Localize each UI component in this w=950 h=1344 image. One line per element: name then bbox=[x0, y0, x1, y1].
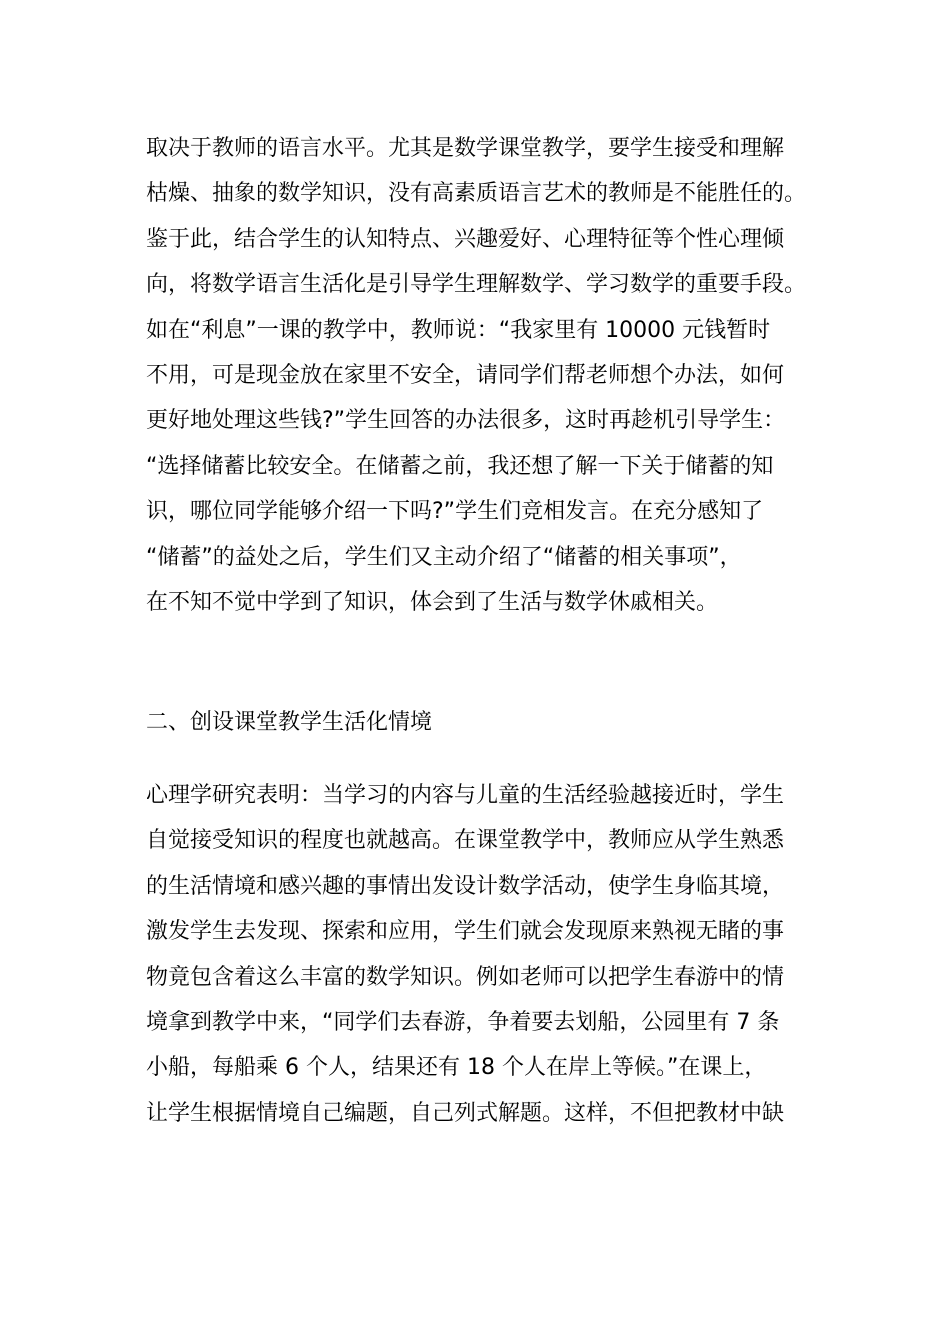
section-heading bbox=[146, 700, 846, 745]
text-line: “选择储蓄比较安全。在储蓄之前，我还想了解一下关于储蓄的知 bbox=[146, 453, 774, 479]
heading-text: 二、创设课堂教学生活化情境 bbox=[146, 710, 433, 735]
text-line: 更好地处理这些钱?”学生回答的办法很多，这时再趁机引导学生： bbox=[146, 408, 786, 434]
paragraph-life-situation bbox=[146, 773, 846, 1136]
text-line: 不用，可是现金放在家里不安全，请同学们帮老师想个办法，如何 bbox=[146, 362, 785, 388]
text-line: “储蓄”的益处之后，学生们又主动介绍了“储蓄的相关事项”， bbox=[146, 544, 742, 570]
text-line: 向，将数学语言生活化是引导学生理解数学、学习数学的重要手段。 bbox=[146, 272, 807, 298]
text-line: 在不知不觉中学到了知识，体会到了生活与数学休戚相关。 bbox=[146, 589, 719, 615]
text-line: 的生活情境和感兴趣的事情出发设计数学活动，使学生身临其境， bbox=[146, 873, 785, 899]
text-line: 识，哪位同学能够介绍一下吗?”学生们竞相发言。在充分感知了 bbox=[146, 499, 764, 525]
text-line: 自觉接受知识的程度也就越高。在课堂教学中，教师应从学生熟悉 bbox=[146, 828, 785, 854]
paragraph-language-life bbox=[146, 126, 846, 625]
text-line: 鉴于此，结合学生的认知特点、兴趣爱好、心理特征等个性心理倾 bbox=[146, 226, 785, 252]
text-line: 取决于教师的语言水平。尤其是数学课堂教学，要学生接受和理解 bbox=[146, 136, 785, 161]
text-line: 枯燥、抽象的数学知识，没有高素质语言艺术的教师是不能胜任的。 bbox=[146, 181, 807, 207]
text-line: 小船，每船乘 6 个人，结果还有 18 个人在岸上等候。”在课上， bbox=[146, 1055, 767, 1081]
text-line: 让学生根据情境自己编题，自己列式解题。这样，不但把教材中缺 bbox=[146, 1100, 785, 1126]
text-line: 境拿到教学中来，“同学们去春游，争着要去划船，公园里有 7 条 bbox=[146, 1009, 780, 1035]
text-line: 如在“利息”一课的教学中，教师说：“我家里有 10000 元钱暂时 bbox=[146, 317, 771, 343]
text-line: 物竟包含着这么丰富的数学知识。例如老师可以把学生春游中的情 bbox=[146, 964, 785, 990]
text-line: 心理学研究表明：当学习的内容与儿童的生活经验越接近时，学生 bbox=[146, 783, 785, 808]
text-line: 激发学生去发现、探索和应用，学生们就会发现原来熟视无睹的事 bbox=[146, 919, 785, 945]
